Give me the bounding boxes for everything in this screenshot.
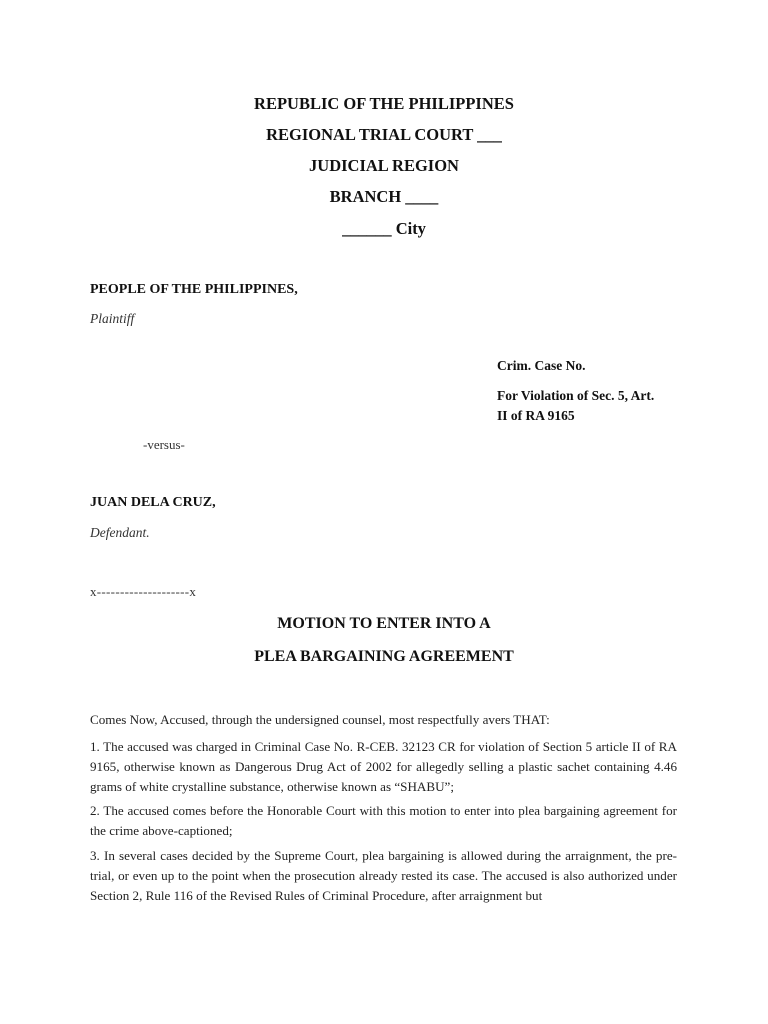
versus-label: -versus-	[143, 437, 185, 452]
body-paragraph-3: 3. In several cases decided by the Supreme Court, plea bargaining is allowed during the arraignment, the pre-trial, or even up to the point when the prosecution already rested its case. The accused is also authorized under Section 2, Rule 116 of the Revised Rules of Criminal Procedure, after arraignment but	[90, 848, 677, 903]
defendant-role: Defendant.	[90, 525, 150, 540]
body-paragraph-1: 1. The accused was charged in Criminal Case No. R-CEB. 32123 CR for violation of Section 5 article II of RA 9165, otherwise known as Dangerous Drug Act of 2002 for allegedly selling a plastic sachet containing 4.46 grams of white crystalline substance, otherwise known as “SHABU”;	[90, 739, 677, 794]
plaintiff-name: PEOPLE OF THE PHILIPPINES,	[90, 282, 298, 297]
caption-separator: x--------------------x	[90, 584, 197, 599]
violation-line-1: For Violation of Sec. 5, Art.	[497, 388, 655, 403]
body-intro: Comes Now, Accused, through the undersigned counsel, most respectfully avers THAT:	[90, 712, 550, 727]
violation-line-2: II of RA 9165	[497, 408, 575, 423]
defendant-name: JUAN DELA CRUZ,	[90, 495, 216, 510]
header-city: ______ City	[342, 219, 426, 238]
motion-title-line-2: PLEA BARGAINING AGREEMENT	[254, 648, 514, 665]
header-regional-trial-court: REGIONAL TRIAL COURT ___	[266, 125, 502, 144]
header-branch: BRANCH ____	[329, 187, 439, 206]
plaintiff-role: Plaintiff	[90, 311, 135, 326]
motion-title-line-1: MOTION TO ENTER INTO A	[277, 615, 491, 632]
case-number-label: Crim. Case No.	[497, 358, 586, 373]
header-judicial-region: JUDICIAL REGION	[309, 156, 459, 175]
header-republic: REPUBLIC OF THE PHILIPPINES	[254, 94, 514, 113]
body-paragraph-2: 2. The accused comes before the Honorable Court with this motion to enter into plea bargaining agreement for the crime above-captioned;	[90, 803, 677, 838]
